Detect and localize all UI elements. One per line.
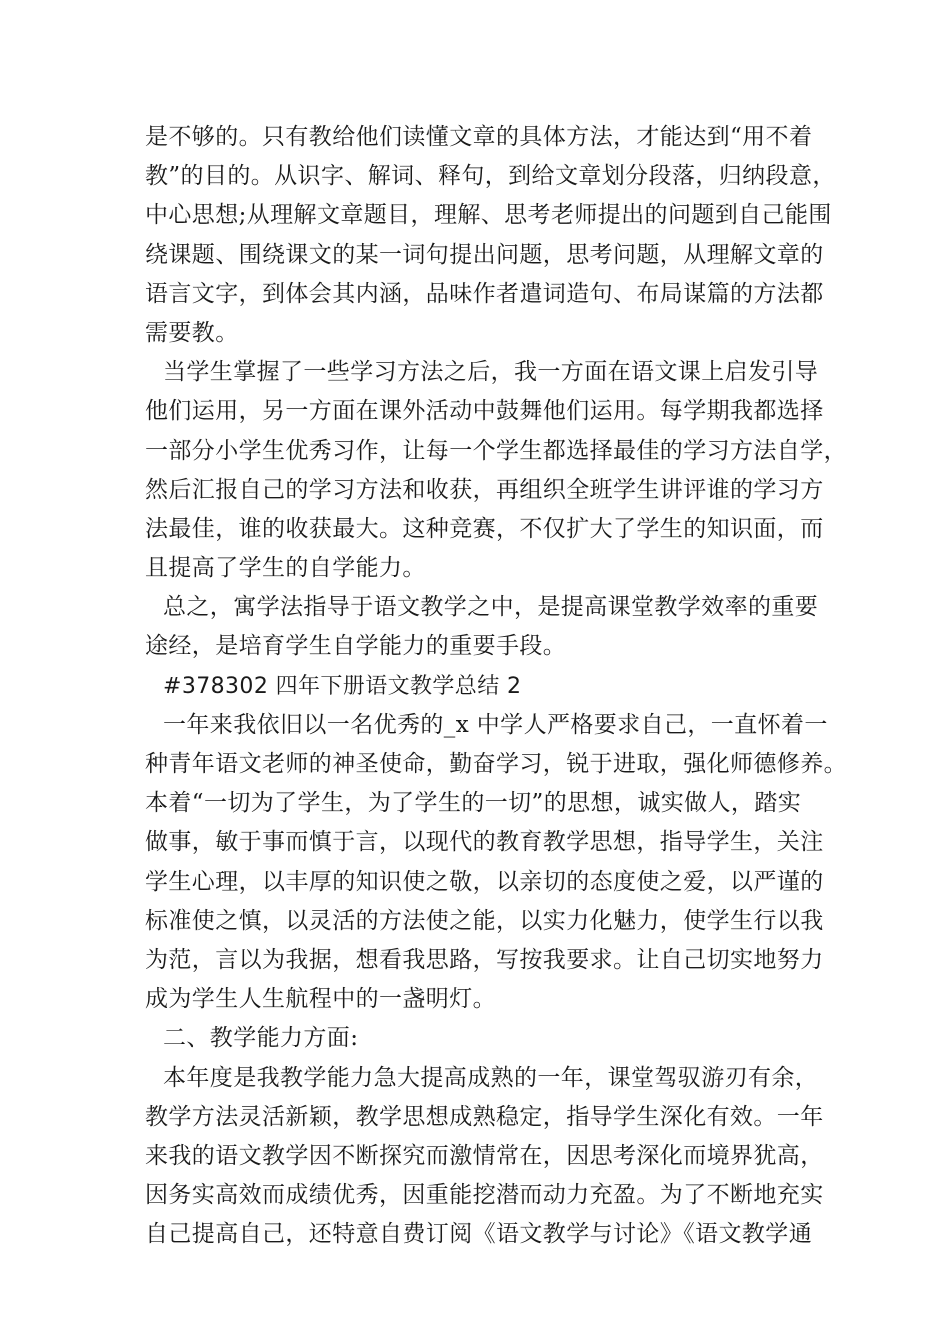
subsection-heading: 二、教学能力方面: [163, 1025, 359, 1052]
text-line: 一部分小学生优秀习作，让每一个学生都选择最佳的学习方法自学， [145, 437, 847, 464]
text-line: 做事，敏于事而慎于言，以现代的教育教学思想，指导学生，关注 [145, 829, 824, 856]
text-line: 他们运用，另一方面在课外活动中鼓舞他们运用。每学期我都选择 [145, 398, 824, 425]
section-heading: #378302 四年下册语文教学总结 2 [163, 673, 522, 699]
text-line: 然后汇报自己的学习方法和收获，再组织全班学生讲评谁的学习方 [145, 476, 824, 503]
text-line: 中心思想;从理解文章题目，理解、思考老师提出的问题到自己能围 [145, 202, 832, 229]
text-line: 为范，言以为我据，想看我思路，写按我要求。让自己切实地努力 [145, 946, 824, 973]
text-line: 因务实高效而成绩优秀，因重能挖潜而动力充盈。为了不断地充实 [145, 1182, 824, 1209]
text-line: 途经，是培育学生自学能力的重要手段。 [145, 633, 567, 660]
text-line: 标准使之慎，以灵活的方法使之能，以实力化魅力，使学生行以我 [145, 907, 824, 934]
text-line: 教”的目的。从识字、解词、释句，到给文章划分段落，归纳段意， [145, 163, 836, 190]
text-line: 教学方法灵活新颖，教学思想成熟稳定，指导学生深化有效。一年 [145, 1103, 824, 1130]
paragraph-start-line: 当学生掌握了一些学习方法之后，我一方面在语文课上启发引导 [163, 359, 819, 386]
text-line: 种青年语文老师的神圣使命，勤奋学习，锐于进取，强化师德修养。 [145, 751, 847, 777]
text-line: 成为学生人生航程中的一盏明灯。 [145, 986, 496, 1013]
text-line: 法最佳，谁的收获最大。这种竞赛，不仅扩大了学生的知识面，而 [145, 515, 824, 542]
text-line: 学生心理，以丰厚的知识使之敬，以亲切的态度使之爱，以严谨的 [145, 868, 824, 895]
text-line: 语言文字，到体会其内涵，品味作者遣词造句、布局谋篇的方法都 [145, 280, 824, 307]
text-line: 绕课题、围绕课文的某一词句提出问题，思考问题，从理解文章的 [145, 241, 824, 268]
text-line: 且提高了学生的自学能力。 [145, 555, 426, 582]
document-body [145, 118, 847, 1254]
paragraph-start-line: 一年来我依旧以一名优秀的_x 中学人严格要求自己，一直怀着一 [163, 711, 828, 738]
text-line: 自己提高自己，还特意自费订阅《语文教学与讨论》《语文教学通 [145, 1221, 813, 1248]
text-line: 是不够的。只有教给他们读懂文章的具体方法，才能达到“用不着 [145, 124, 813, 150]
paragraph-start-line: 总之，寓学法指导于语文教学之中，是提高课堂教学效率的重要 [163, 594, 819, 621]
text-line: 来我的语文教学因不断探究而激情常在，因思考深化而境界犹高， [145, 1142, 824, 1169]
text-line: 本着“一切为了学生，为了学生的一切”的思想，诚实做人，踏实 [145, 790, 802, 817]
text-line: 需要教。 [145, 319, 239, 346]
paragraph-start-line: 本年度是我教学能力急大提高成熟的一年，课堂驾驭游刃有余， [163, 1064, 819, 1091]
